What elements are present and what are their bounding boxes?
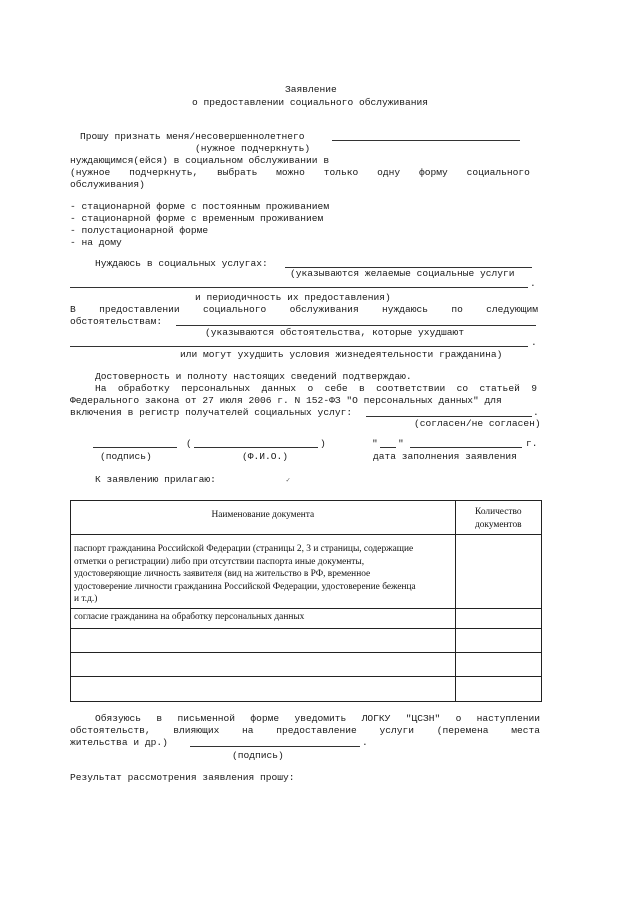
obligation-dot: . xyxy=(362,737,368,748)
fio-field-line[interactable] xyxy=(194,447,318,448)
page-subtitle: о предоставлении социального обслуживания xyxy=(192,97,429,108)
services-dot: . xyxy=(530,278,536,289)
services-label: Нуждаюсь в социальных услугах: xyxy=(95,258,268,269)
circumstances-field-line-1[interactable] xyxy=(176,325,536,326)
date-label: дата заполнения заявления xyxy=(373,451,517,462)
obligation-line-1: Обязуюсь в письменной форме уведомить ЛОГКУ "ЦСЗН" о наступлении xyxy=(95,713,540,724)
date-year-suffix: г. xyxy=(526,438,538,449)
consent-note: (согласен/не согласен) xyxy=(414,418,541,429)
table-row xyxy=(71,676,542,701)
consent-line-3: включения в регистр получателей социальных услуг: xyxy=(70,407,353,418)
date-month-year-line[interactable] xyxy=(410,447,522,448)
obligation-line-2: обстоятельств, влияющих на предоставление услуги (перемена места xyxy=(70,725,540,736)
date-quote-close: " xyxy=(398,438,404,449)
attachments-label: К заявлению прилагаю: xyxy=(95,474,216,485)
obligation-signature-label: (подпись) xyxy=(232,750,284,761)
table-row xyxy=(71,628,542,652)
circumstances-hint-2: или могут ухудшить условия жизнедеятельности гражданина) xyxy=(180,349,503,360)
services-field-line-2[interactable] xyxy=(70,287,528,288)
form-option-semi[interactable]: - полустационарной форме xyxy=(70,225,209,236)
applicant-field-line[interactable] xyxy=(332,140,520,141)
consent-line-1: На обработку персональных данных о себе в соответствии со статьей 9 xyxy=(95,383,537,394)
obligation-line-3: жительства и др.) xyxy=(70,737,168,748)
result-label: Результат рассмотрения заявления прошу: xyxy=(70,772,295,783)
request-note: (нужное подчеркнуть) xyxy=(195,143,311,154)
document-count-cell[interactable] xyxy=(455,652,541,676)
consent-dot: . xyxy=(533,407,539,418)
consent-field-line[interactable] xyxy=(366,416,532,417)
circumstances-hint-1: (указываются обстоятельства, которые ухудшают xyxy=(205,327,465,338)
table-row xyxy=(71,652,542,676)
document-count-cell[interactable] xyxy=(455,676,541,701)
document-name-cell[interactable] xyxy=(71,652,456,676)
attachment-checkmark-icon: ✓ xyxy=(286,477,291,485)
form-option-permanent[interactable]: - стационарной форме с постоянным проживанием xyxy=(70,201,330,212)
request-line-2: нуждающимся(ейся) в социальном обслуживании в xyxy=(70,155,330,166)
services-hint-2: и периодичность их предоставления) xyxy=(195,292,391,303)
document-name-cell[interactable] xyxy=(71,676,456,701)
services-hint-1: (указываются желаемые социальные услуги xyxy=(290,268,515,279)
document-line: удостоверяющие личность заявителя (вид на жительство в РФ, временное xyxy=(74,569,371,579)
column-header-document-name: Наименование документа xyxy=(71,501,456,535)
document-line: отметки о регистрации) либо при отсутствии паспорта иные документы, xyxy=(74,556,365,567)
column-header-document-count: Количество документов xyxy=(455,501,541,535)
obligation-signature-line[interactable] xyxy=(190,746,360,747)
signature-field-line[interactable] xyxy=(93,447,177,448)
table-header-row xyxy=(71,501,542,535)
request-line-4: обслуживания) xyxy=(70,179,145,190)
document-line: удостоверение личности гражданина Российской Федерации, удостоверение беженца xyxy=(74,581,416,592)
request-line-3: (нужное подчеркнуть, выбрать можно только одну форму социального xyxy=(70,167,530,178)
consent-line-2: Федерального закона от 27 июля 2006 г. N 152-ФЗ "О персональных данных" для xyxy=(70,395,502,406)
page-title: Заявление xyxy=(285,84,337,95)
document-name-cell: согласие гражданина на обработку персональных данных xyxy=(71,608,456,628)
document-name-cell xyxy=(71,535,456,609)
form-option-home[interactable]: - на дому xyxy=(70,237,122,248)
fio-label: (Ф.И.О.) xyxy=(242,451,289,462)
document-count-cell[interactable] xyxy=(455,535,541,609)
table-row xyxy=(71,608,542,628)
date-quote-open: " xyxy=(372,438,378,449)
date-day-line[interactable] xyxy=(380,447,396,448)
document-name-cell[interactable] xyxy=(71,628,456,652)
fio-paren-close: ) xyxy=(320,438,326,449)
document-count-cell[interactable] xyxy=(455,608,541,628)
circumstances-line-1: В предоставлении социального обслуживания нуждаюсь по следующим xyxy=(70,304,538,315)
confirmation-text: Достоверность и полноту настоящих сведений подтверждаю. xyxy=(95,371,412,382)
request-line-1: Прошу признать меня/несовершеннолетнего xyxy=(80,131,305,142)
signature-label: (подпись) xyxy=(100,451,152,462)
document-line: и т.д.) xyxy=(74,594,98,604)
table-row xyxy=(71,535,542,609)
circumstances-dot: . xyxy=(531,337,537,348)
fio-paren-open: ( xyxy=(186,438,192,449)
document-count-cell[interactable] xyxy=(455,628,541,652)
document-line: паспорт гражданина Российской Федерации (страницы 2, 3 и страницы, содержащие xyxy=(74,544,414,554)
form-option-temporary[interactable]: - стационарной форме с временным проживанием xyxy=(70,213,324,224)
circumstances-line-2: обстоятельствам: xyxy=(70,316,163,327)
documents-table xyxy=(70,500,542,702)
circumstances-field-line-2[interactable] xyxy=(70,346,528,347)
